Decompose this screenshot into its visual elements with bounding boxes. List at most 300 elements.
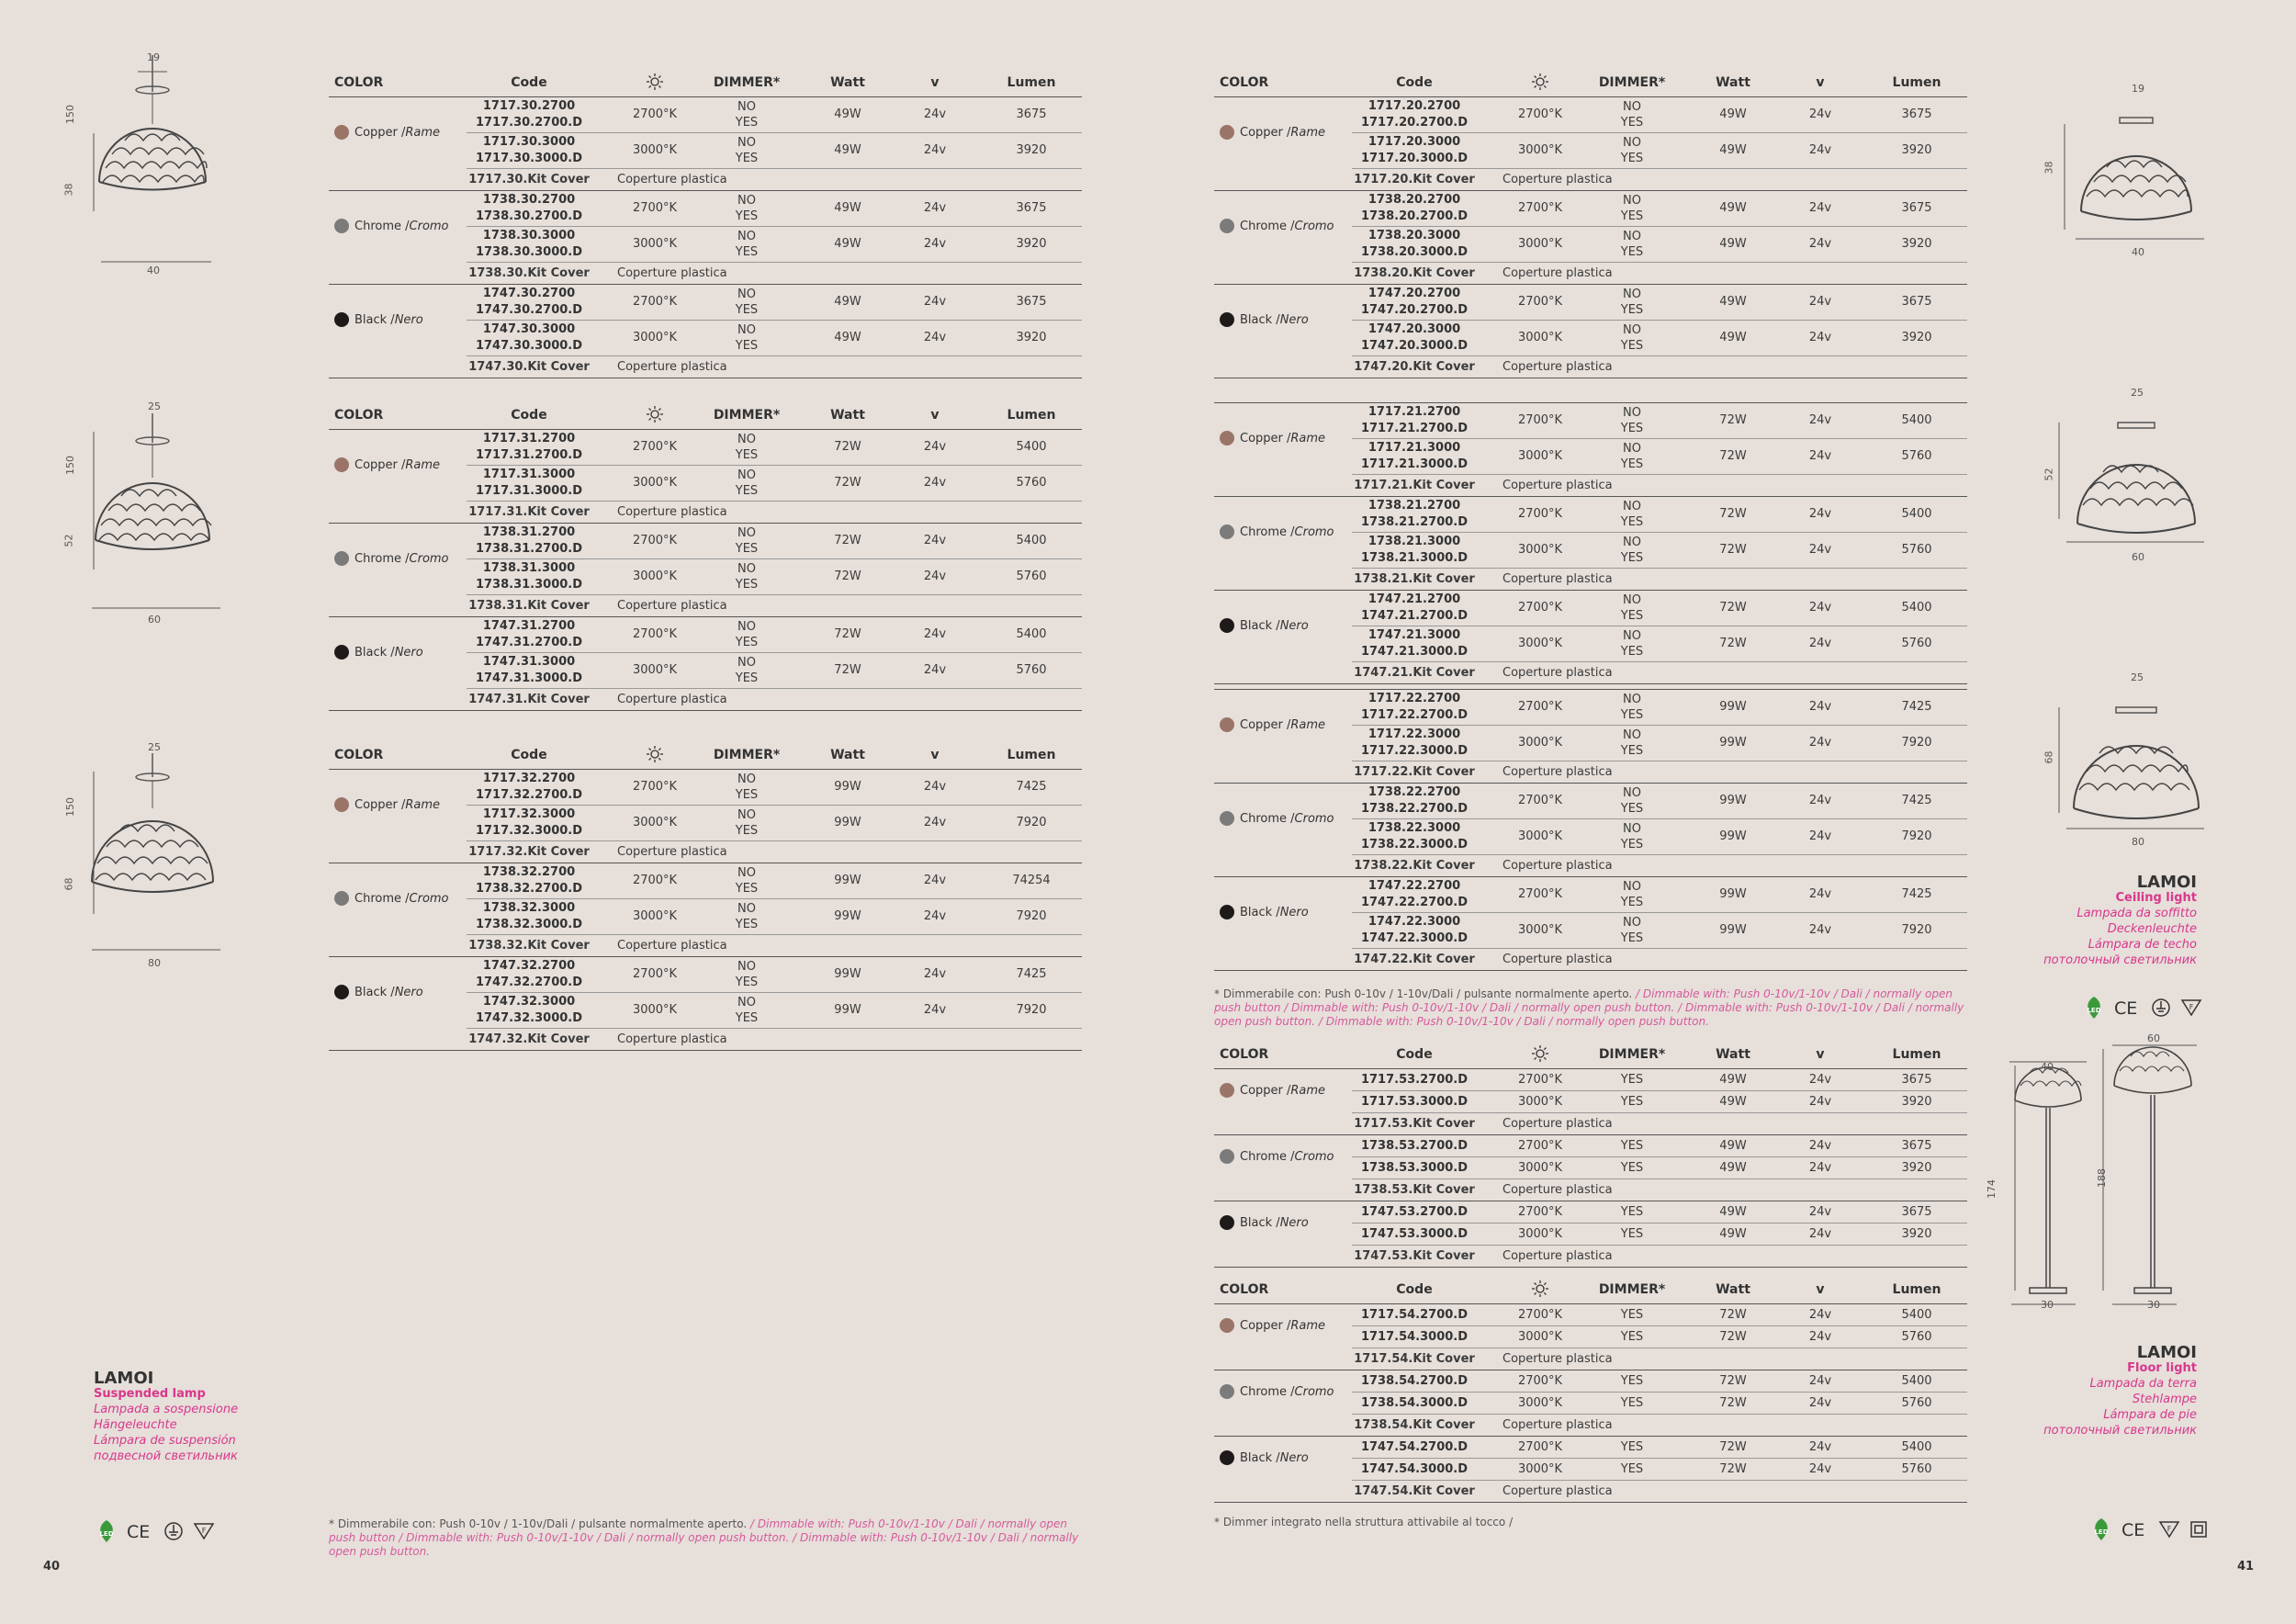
dimmer-line: YES <box>1620 609 1644 623</box>
kit-code: 1717.30.Kit Cover <box>468 173 590 186</box>
wattage: 99W <box>834 967 861 981</box>
voltage: 24v <box>1808 794 1832 807</box>
kit-cover-row <box>329 356 1082 378</box>
product-code <box>1352 440 1477 473</box>
code-line: 1747.30.2700.D <box>475 303 583 317</box>
kit-code: 1717.22.Kit Cover <box>1354 765 1475 779</box>
kit-description: Coperture plastica <box>617 266 727 280</box>
dimmer-line: YES <box>1620 838 1644 851</box>
svg-text:LED: LED <box>99 1530 114 1538</box>
color-group <box>1214 877 1967 971</box>
kit-cover-row <box>1214 1179 1967 1201</box>
lumen-value: 5760 <box>1016 570 1047 583</box>
table-row <box>467 466 1082 502</box>
spec-table <box>1214 68 1967 378</box>
product-code <box>1352 498 1477 531</box>
svg-text:LED: LED <box>2087 1007 2101 1014</box>
wattage: 49W <box>1719 107 1747 121</box>
translation-de: Hängeleuchte <box>94 1418 177 1432</box>
color-dot-icon <box>334 125 349 140</box>
product-code <box>1352 1439 1477 1456</box>
header-voltage: v <box>1816 1282 1825 1297</box>
dim-base: 40 <box>2132 246 2144 258</box>
table-row <box>467 227 1082 263</box>
dimmer-line: YES <box>1620 1330 1644 1344</box>
wattage: 72W <box>1719 1329 1747 1344</box>
page-number-left: 40 <box>43 1560 61 1573</box>
product-code <box>1352 1373 1477 1390</box>
dim-base: 30 <box>2041 1299 2054 1311</box>
dimmer-value <box>696 807 797 839</box>
voltage: 24v <box>1808 637 1832 650</box>
header-watt: Watt <box>1716 1282 1750 1297</box>
dimmer-line: YES <box>1620 802 1644 816</box>
table-row <box>467 430 1082 466</box>
header-lumen: Lumen <box>1892 1282 1941 1297</box>
code-line: 1738.54.2700.D <box>1360 1373 1469 1388</box>
wattage: 49W <box>1719 1138 1747 1153</box>
dimmer-line: NO <box>1623 136 1641 150</box>
dim-width: 19 <box>2132 83 2144 95</box>
wattage: 99W <box>834 780 861 794</box>
dimmer-line: YES <box>1620 1308 1644 1322</box>
kit-description: Coperture plastica <box>1503 479 1613 492</box>
voltage: 24v <box>923 237 947 251</box>
dimmer-line: NO <box>1623 323 1641 337</box>
color-group <box>329 957 1082 1051</box>
wattage: 99W <box>1719 829 1747 843</box>
header-code: Code <box>1396 1047 1433 1062</box>
dimmer-value <box>1581 1439 1683 1455</box>
kit-description: Coperture plastica <box>1503 360 1613 374</box>
dimmer-line: NO <box>737 960 756 974</box>
table-row <box>467 133 1082 169</box>
wattage: 72W <box>834 570 861 583</box>
dimmer-value <box>1581 785 1683 817</box>
code-line: 1738.22.2700 <box>1367 785 1461 799</box>
dimmer-value <box>696 135 797 166</box>
dimmer-value <box>696 99 797 130</box>
product-code <box>467 806 591 840</box>
color-dot-icon <box>1220 125 1234 140</box>
wattage: 49W <box>1719 295 1747 309</box>
product-type: Ceiling light <box>2115 891 2197 905</box>
wattage: 49W <box>1719 331 1747 344</box>
voltage: 24v <box>923 1003 947 1017</box>
kit-cover-row <box>329 841 1082 863</box>
code-line: 1738.21.2700 <box>1367 499 1461 513</box>
led-leaf-icon <box>2090 1517 2112 1541</box>
color-group <box>329 617 1082 711</box>
dimmer-line: NO <box>1623 786 1641 800</box>
code-line: 1738.53.3000.D <box>1360 1160 1469 1175</box>
code-line: 1717.30.2700 <box>482 99 576 113</box>
code-line: 1747.32.3000 <box>482 995 576 1009</box>
kit-description: Coperture plastica <box>1503 765 1613 779</box>
code-line: 1717.21.2700.D <box>1360 422 1469 435</box>
kit-code: 1747.32.Kit Cover <box>468 1032 590 1046</box>
dimmer-line: YES <box>735 448 759 462</box>
wattage: 49W <box>1719 1160 1747 1175</box>
code-line: 1738.31.3000 <box>482 561 576 575</box>
code-line: 1717.53.3000.D <box>1360 1094 1469 1109</box>
lumen-value: 3675 <box>1016 201 1047 215</box>
color-name: Black / <box>355 985 395 999</box>
color-dot-icon <box>1220 1318 1234 1333</box>
code-line: 1717.22.2700 <box>1367 692 1461 705</box>
dimmer-line: YES <box>1620 422 1644 435</box>
dimmer-line: NO <box>737 656 756 670</box>
certification-icons <box>2090 1517 2208 1541</box>
kit-code: 1738.20.Kit Cover <box>1354 266 1475 280</box>
color-name: Chrome / <box>355 219 410 233</box>
code-line: 1717.31.3000 <box>482 468 576 481</box>
color-temperature: 3000°K <box>632 909 678 923</box>
translation-es: Lámpara de suspensión <box>94 1434 236 1448</box>
code-line: 1747.22.2700.D <box>1360 896 1469 909</box>
header-color: COLOR <box>1220 1047 1269 1062</box>
dimmer-line: NO <box>737 100 756 114</box>
dimmer-value <box>696 432 797 463</box>
table-row <box>1352 321 1967 356</box>
wattage: 49W <box>834 143 861 157</box>
code-line: 1738.32.2700.D <box>475 882 583 896</box>
table-header <box>1214 1040 1967 1069</box>
lumen-value: 7920 <box>1901 736 1932 750</box>
color-name-alt: Cromo <box>1294 219 1334 233</box>
dimmer-value <box>1581 135 1683 166</box>
color-name: Black / <box>1240 618 1280 633</box>
dimmer-line: YES <box>1620 457 1644 471</box>
color-temperature: 2700°K <box>1517 507 1563 521</box>
product-code <box>467 321 591 355</box>
color-name-alt: Cromo <box>1294 1149 1334 1164</box>
dimmer-line: YES <box>735 484 759 498</box>
color-group <box>329 430 1082 524</box>
dimmer-line: NO <box>737 433 756 446</box>
code-line: 1738.30.3000 <box>482 229 576 242</box>
dimmer-line: NO <box>1623 629 1641 643</box>
voltage: 24v <box>1808 601 1832 615</box>
dimmer-line: YES <box>735 209 759 223</box>
voltage: 24v <box>1808 1226 1832 1241</box>
color-name-alt: Cromo <box>409 551 449 566</box>
code-line: 1747.31.2700 <box>482 619 576 633</box>
page-number-right: 41 <box>2237 1560 2255 1573</box>
color-temperature: 3000°K <box>1517 1329 1563 1344</box>
dimmer-line: YES <box>735 918 759 931</box>
code-line: 1747.22.3000 <box>1367 915 1461 929</box>
dimmer-line: YES <box>735 824 759 838</box>
product-code <box>467 467 591 500</box>
table-row <box>467 770 1082 806</box>
code-line: 1747.31.2700.D <box>475 636 583 649</box>
color-swatch-label <box>1220 811 1334 826</box>
footnote-lead: * Dimmerabile con: Push 0-10v / 1-10v/Dali / pulsante normalmente aperto. <box>329 1517 748 1530</box>
lumen-value: 7425 <box>1016 780 1047 794</box>
product-code <box>467 654 591 687</box>
wattage: 99W <box>1719 794 1747 807</box>
color-temperature: 3000°K <box>632 237 678 251</box>
color-dot-icon <box>334 312 349 327</box>
table-row <box>467 863 1082 899</box>
dimmer-line: YES <box>1620 896 1644 909</box>
voltage: 24v <box>923 331 947 344</box>
wattage: 72W <box>834 627 861 641</box>
color-swatch-label <box>1220 717 1325 732</box>
color-swatch-label <box>1220 1318 1325 1333</box>
code-line: 1747.53.2700.D <box>1360 1204 1469 1219</box>
dimmer-value <box>1581 441 1683 472</box>
dimmer-value <box>1581 405 1683 436</box>
product-code <box>467 771 591 804</box>
color-group <box>1214 591 1967 684</box>
dimmer-line: NO <box>737 526 756 540</box>
code-line: 1747.54.2700.D <box>1360 1439 1469 1454</box>
color-swatch-label <box>334 645 423 660</box>
dimmer-line: YES <box>1620 1462 1644 1476</box>
dimmer-value <box>1581 1373 1683 1389</box>
kit-description: Coperture plastica <box>617 599 727 613</box>
kit-code: 1747.20.Kit Cover <box>1354 360 1475 374</box>
color-name: Black / <box>355 645 395 660</box>
table-row <box>1352 227 1967 263</box>
code-line: 1738.31.2700 <box>482 525 576 539</box>
voltage: 24v <box>923 967 947 981</box>
header-code: Code <box>511 408 547 423</box>
color-name-alt: Rame <box>405 457 441 472</box>
dim-height: 68 <box>62 877 75 891</box>
color-name-alt: Nero <box>1279 905 1309 919</box>
dimmer-line: NO <box>737 468 756 482</box>
product-code <box>1352 1395 1477 1412</box>
table-row <box>1352 1304 1967 1326</box>
svg-text:CE: CE <box>2114 998 2138 1018</box>
dimmer-line: NO <box>1623 230 1641 243</box>
header-color: COLOR <box>334 75 384 90</box>
color-name: Copper / <box>1240 431 1291 445</box>
dimmer-value <box>696 619 797 650</box>
color-temperature: 2700°K <box>1517 700 1563 714</box>
wattage: 72W <box>1719 413 1747 427</box>
color-name-alt: Nero <box>1279 312 1309 327</box>
wattage: 72W <box>1719 1439 1747 1454</box>
voltage: 24v <box>1808 1461 1832 1476</box>
dim-width: 40 <box>2041 1061 2054 1073</box>
table-row <box>1352 913 1967 949</box>
dimmer-line: NO <box>737 808 756 822</box>
color-name-alt: Rame <box>405 125 441 140</box>
dimmer-line: NO <box>737 866 756 880</box>
color-swatch-label <box>1220 905 1309 919</box>
color-name-alt: Cromo <box>1294 811 1334 826</box>
wattage: 99W <box>1719 887 1747 901</box>
kit-cover-row <box>1214 662 1967 683</box>
color-dot-icon <box>334 985 349 999</box>
lumen-value: 3675 <box>1901 295 1932 309</box>
wattage: 72W <box>1719 601 1747 615</box>
dim-height: 150 <box>64 105 76 124</box>
product-code <box>1352 1204 1477 1221</box>
product-code <box>1352 286 1477 319</box>
kit-code: 1747.21.Kit Cover <box>1354 666 1475 680</box>
lumen-value: 7425 <box>1901 794 1932 807</box>
color-swatch-label <box>1220 219 1334 233</box>
wattage: 72W <box>1719 1395 1747 1410</box>
color-name-alt: Cromo <box>1294 1384 1334 1399</box>
dimmer-line: YES <box>735 339 759 353</box>
table-row <box>467 97 1082 133</box>
kit-code: 1747.30.Kit Cover <box>468 360 590 374</box>
code-line: 1717.32.3000.D <box>475 824 583 838</box>
color-temperature: 2700°K <box>632 534 678 547</box>
color-name-alt: Rame <box>1290 717 1326 732</box>
color-dot-icon <box>1220 1149 1234 1164</box>
wattage: 49W <box>1719 1204 1747 1219</box>
voltage: 24v <box>1808 143 1832 157</box>
lumen-value: 3920 <box>1016 331 1047 344</box>
color-name: Black / <box>1240 312 1280 327</box>
color-group <box>1214 97 1967 191</box>
dimmer-line: YES <box>1620 515 1644 529</box>
color-temperature: 3000°K <box>1517 1226 1563 1241</box>
code-line: 1738.53.2700.D <box>1360 1138 1469 1153</box>
code-line: 1717.31.3000.D <box>475 484 583 498</box>
color-dot-icon <box>1220 1384 1234 1399</box>
kit-code: 1747.53.Kit Cover <box>1354 1249 1475 1263</box>
voltage: 24v <box>923 570 947 583</box>
color-temperature: 3000°K <box>1517 543 1563 557</box>
color-name: Chrome / <box>1240 1384 1295 1399</box>
table-row <box>467 524 1082 559</box>
dimmer-value <box>1581 99 1683 130</box>
color-swatch-label <box>1220 1450 1309 1465</box>
color-temperature: 2700°K <box>632 967 678 981</box>
spec-table <box>329 68 1082 378</box>
color-temperature: 3000°K <box>1517 1160 1563 1175</box>
kit-code: 1747.31.Kit Cover <box>468 693 590 706</box>
dimmer-value <box>696 229 797 260</box>
color-temperature: 2700°K <box>632 874 678 887</box>
table-row <box>1352 533 1967 569</box>
color-temperature: 2700°K <box>1517 413 1563 427</box>
lumen-value: 3675 <box>1016 295 1047 309</box>
color-swatch-label <box>1220 1149 1334 1164</box>
dimmer-line: NO <box>737 194 756 208</box>
code-line: 1717.20.3000 <box>1367 135 1461 149</box>
color-name-alt: Rame <box>405 797 441 812</box>
translation-es: Lámpara de techo <box>2088 938 2197 952</box>
dim-height: 52 <box>62 534 75 547</box>
color-swatch-label <box>334 219 449 233</box>
color-temperature: 3000°K <box>1517 829 1563 843</box>
color-temperature: 2700°K <box>1517 601 1563 615</box>
dimmer-line: NO <box>1623 194 1641 208</box>
color-name: Copper / <box>355 125 406 140</box>
wattage: 99W <box>1719 736 1747 750</box>
color-dot-icon <box>334 457 349 472</box>
kit-description: Coperture plastica <box>1503 1352 1613 1366</box>
dimmer-line: YES <box>1620 245 1644 259</box>
color-swatch-label <box>334 985 423 999</box>
footnote-translation: / Dimmable with: Push 0-10v/1-10v / Dali / normally open push button / Dimmable with: Push 0-10v/1-10v / Dali / normally open push button. / Dimmable with: Push 0-10v/1-10v / Dali / normally open push button. / Dimmable with: Push 0-10v/1-10v / Dali / normally open push button. <box>1214 987 1964 1028</box>
voltage: 24v <box>1808 1439 1832 1454</box>
color-dot-icon <box>1220 1083 1234 1098</box>
code-line: 1738.31.2700.D <box>475 542 583 556</box>
spec-table <box>1214 682 1967 971</box>
code-line: 1747.21.2700.D <box>1360 609 1469 623</box>
led-leaf-icon <box>2083 996 2105 1020</box>
lumen-value: 3675 <box>1901 201 1932 215</box>
lumen-value: 7425 <box>1016 967 1047 981</box>
sun-temperature-icon <box>647 746 663 762</box>
header-lumen: Lumen <box>1007 748 1056 762</box>
color-group <box>1214 497 1967 591</box>
product-code <box>467 958 591 991</box>
dimmer-line: YES <box>1620 551 1644 565</box>
lumen-value: 7920 <box>1901 829 1932 843</box>
color-temperature: 3000°K <box>632 143 678 157</box>
product-code <box>1352 914 1477 947</box>
color-swatch-label <box>1220 524 1334 539</box>
dim-base: 80 <box>148 957 161 969</box>
color-name: Copper / <box>1240 1318 1291 1333</box>
lumen-value: 3920 <box>1901 1226 1932 1241</box>
kit-code: 1717.54.Kit Cover <box>1354 1352 1475 1366</box>
color-dot-icon <box>334 645 349 660</box>
color-name: Chrome / <box>355 551 410 566</box>
dimmer-value <box>696 525 797 557</box>
dimmer-value <box>1581 193 1683 224</box>
dimmer-line: YES <box>1620 1161 1644 1175</box>
dimmer-line: YES <box>1620 645 1644 659</box>
product-code <box>467 98 591 131</box>
wattage: 72W <box>1719 637 1747 650</box>
kit-code: 1738.54.Kit Cover <box>1354 1418 1475 1432</box>
color-dot-icon <box>334 219 349 233</box>
dimmer-line: YES <box>1620 1440 1644 1454</box>
voltage: 24v <box>1808 923 1832 937</box>
color-name: Black / <box>1240 1215 1280 1230</box>
color-group <box>1214 403 1967 497</box>
code-line: 1738.22.2700.D <box>1360 802 1469 816</box>
dimmer-line: NO <box>1623 880 1641 894</box>
svg-text:LED: LED <box>2094 1528 2109 1536</box>
color-dot-icon <box>1220 1215 1234 1230</box>
color-temperature: 3000°K <box>1517 637 1563 650</box>
sun-temperature-icon <box>1532 1045 1548 1062</box>
code-line: 1717.31.2700 <box>482 432 576 445</box>
color-name-alt: Nero <box>394 312 423 327</box>
dimmer-line: NO <box>737 773 756 786</box>
product-code <box>467 864 591 897</box>
sun-temperature-icon <box>647 406 663 423</box>
product-code <box>1352 1094 1477 1111</box>
voltage: 24v <box>1808 507 1832 521</box>
color-temperature: 2700°K <box>632 201 678 215</box>
code-line: 1717.20.2700.D <box>1360 116 1469 130</box>
voltage: 24v <box>1808 1204 1832 1219</box>
code-line: 1738.31.3000.D <box>475 578 583 592</box>
color-swatch-label <box>334 891 449 906</box>
color-dot-icon <box>1220 717 1234 732</box>
header-watt: Watt <box>1716 1047 1750 1062</box>
product-code <box>1352 592 1477 625</box>
dimmer-line: YES <box>735 303 759 317</box>
code-line: 1747.21.3000 <box>1367 628 1461 642</box>
ce-mark-icon <box>2122 1519 2149 1539</box>
code-line: 1738.21.2700.D <box>1360 515 1469 529</box>
